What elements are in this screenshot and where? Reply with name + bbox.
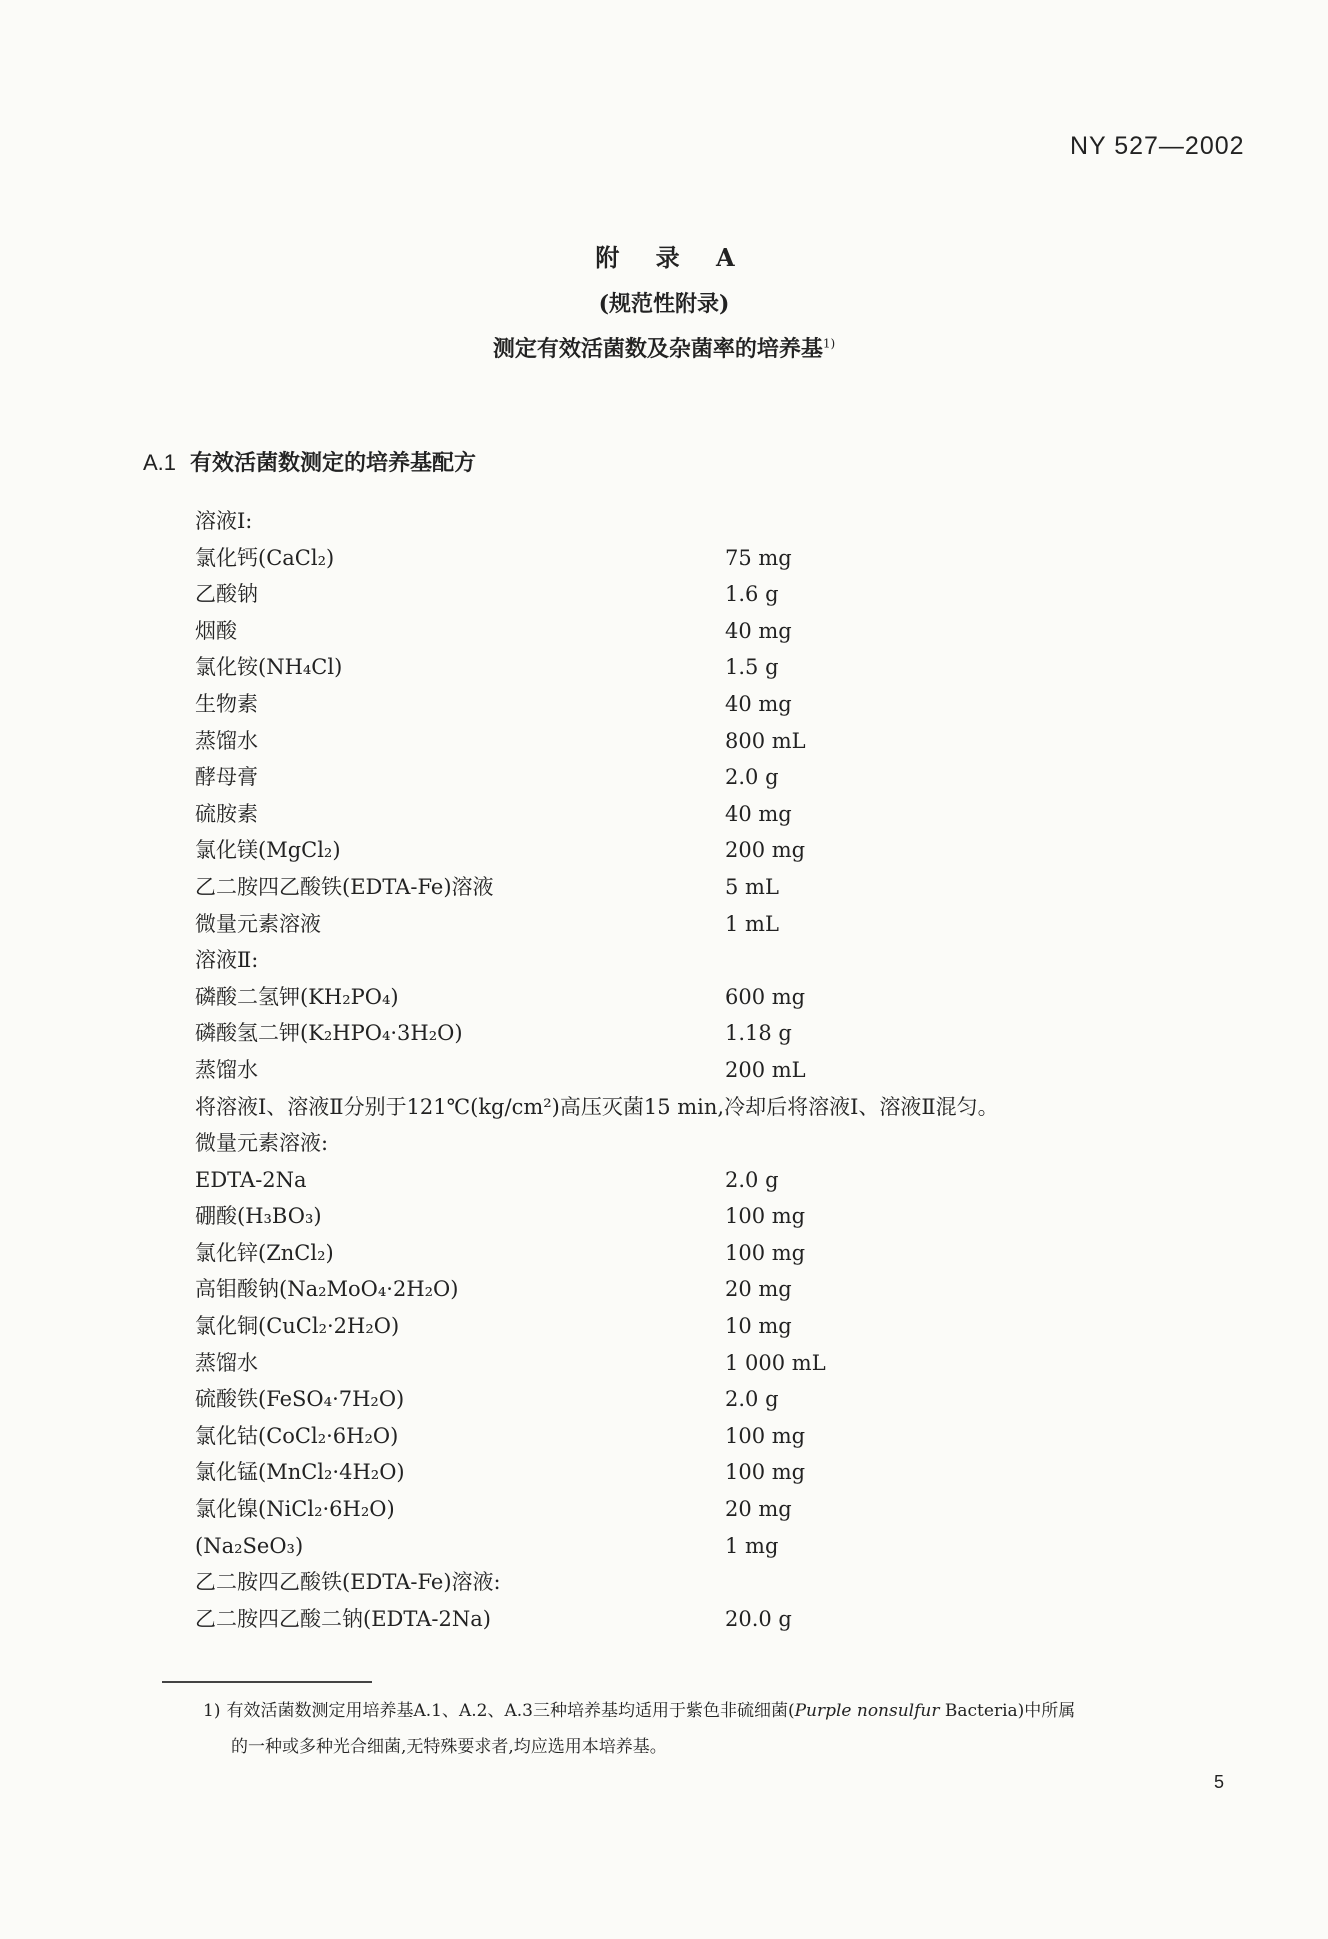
formula-row <box>195 869 1195 906</box>
appendix-heading-text: 测定有效活菌数及杂菌率的培养基 <box>492 336 823 362</box>
formula-row <box>195 1308 1195 1345</box>
formula-row <box>195 759 1195 796</box>
ingredient-name: 氯化钙(CaCl₂) <box>195 545 335 570</box>
formula-row <box>195 1601 1195 1638</box>
ingredient-name: EDTA-2Na <box>195 1167 307 1192</box>
appendix-subtitle: (规范性附录) <box>598 291 730 317</box>
standard-code: NY 527—2002 <box>1070 132 1245 160</box>
ingredient-amount: 40 mg <box>725 618 792 643</box>
formula-row <box>195 832 1195 869</box>
ingredient-name: 磷酸氢二钾(K₂HPO₄·3H₂O) <box>195 1021 463 1046</box>
formula-row <box>195 1271 1195 1308</box>
ingredient-name: 微量元素溶液: <box>195 1131 329 1156</box>
formula-row <box>195 979 1195 1016</box>
ingredient-amount: 20 mg <box>725 1277 792 1302</box>
formula-row <box>195 1564 1195 1601</box>
ingredient-amount: 100 mg <box>725 1204 806 1229</box>
ingredient-name: 蒸馏水 <box>195 728 258 753</box>
ingredient-name: 将溶液Ⅰ、溶液Ⅱ分别于121℃(kg/cm²)高压灭菌15 min,冷却后将溶液Ⅰ、溶液Ⅱ混匀。 <box>195 1094 999 1119</box>
ingredient-name: 氯化锰(MnCl₂·4H₂O) <box>195 1460 405 1485</box>
footnote-italic: Purple nonsulfur <box>794 1701 940 1721</box>
footnote <box>203 1693 1253 1765</box>
ingredient-amount: 1 mg <box>725 1533 779 1558</box>
ingredient-name: 烟酸 <box>195 618 237 643</box>
formula-row <box>195 649 1195 686</box>
appendix-title: 附 录 A <box>595 243 749 272</box>
ingredient-name: 酵母膏 <box>195 765 258 790</box>
ingredient-name: (Na₂SeO₃) <box>195 1533 304 1558</box>
formula-row <box>195 906 1195 943</box>
ingredient-name: 氯化镁(MgCl₂) <box>195 838 341 863</box>
formula-list <box>195 503 1195 1637</box>
ingredient-amount: 5 mL <box>725 874 779 899</box>
ingredient-name: 氯化铵(NH₄Cl) <box>195 655 343 680</box>
ingredient-name: 氯化铜(CuCl₂·2H₂O) <box>195 1314 400 1339</box>
formula-row <box>195 1381 1195 1418</box>
formula-row <box>195 1015 1195 1052</box>
ingredient-name: 溶液Ⅰ: <box>195 509 253 533</box>
section-number: A.1 <box>143 450 177 475</box>
ingredient-name: 氯化镍(NiCl₂·6H₂O) <box>195 1497 395 1522</box>
formula-row <box>195 686 1195 723</box>
ingredient-name: 蒸馏水 <box>195 1350 258 1375</box>
ingredient-amount: 200 mg <box>725 838 806 863</box>
ingredient-name: 氯化锌(ZnCl₂) <box>195 1240 334 1265</box>
formula-row <box>195 1052 1195 1089</box>
ingredient-amount: 100 mg <box>725 1240 806 1265</box>
ingredient-amount: 200 mL <box>725 1057 806 1082</box>
ingredient-name: 微量元素溶液 <box>195 911 321 936</box>
section-heading <box>143 446 476 477</box>
formula-row <box>195 540 1195 577</box>
appendix-title-block <box>0 238 1328 363</box>
ingredient-amount: 600 mg <box>725 984 806 1009</box>
ingredient-name: 乙二胺四乙酸二钠(EDTA-2Na) <box>195 1606 491 1631</box>
ingredient-amount: 2.0 g <box>725 1387 779 1412</box>
ingredient-amount: 2.0 g <box>725 1167 779 1192</box>
ingredient-name: 磷酸二氢钾(KH₂PO₄) <box>195 984 399 1009</box>
ingredient-amount: 1 000 mL <box>725 1350 826 1375</box>
ingredient-amount: 800 mL <box>725 728 806 753</box>
ingredient-amount: 100 mg <box>725 1423 806 1448</box>
ingredient-amount: 1.6 g <box>725 582 779 607</box>
ingredient-amount: 20 mg <box>725 1497 792 1522</box>
formula-row <box>195 1528 1195 1565</box>
formula-row <box>195 942 1195 979</box>
ingredient-name: 生物素 <box>195 691 258 716</box>
formula-row <box>195 1418 1195 1455</box>
ingredient-amount: 1.18 g <box>725 1021 792 1046</box>
formula-row <box>195 503 1195 540</box>
ingredient-name: 乙酸钠 <box>195 582 258 607</box>
formula-row <box>195 1345 1195 1382</box>
ingredient-name: 溶液Ⅱ: <box>195 948 259 973</box>
formula-row <box>195 576 1195 613</box>
ingredient-amount: 1 mL <box>725 911 779 936</box>
footnote-number: 1) <box>203 1701 221 1721</box>
ingredient-amount: 10 mg <box>725 1314 792 1339</box>
ingredient-amount: 40 mg <box>725 691 792 716</box>
formula-row <box>195 1491 1195 1528</box>
formula-row <box>195 1162 1195 1199</box>
ingredient-name: 硫酸铁(FeSO₄·7H₂O) <box>195 1387 405 1412</box>
ingredient-name: 氯化钴(CoCl₂·6H₂O) <box>195 1423 399 1448</box>
formula-row <box>195 613 1195 650</box>
ingredient-amount: 2.0 g <box>725 765 779 790</box>
formula-row <box>195 1235 1195 1272</box>
ingredient-amount: 1.5 g <box>725 655 779 680</box>
formula-row <box>195 1454 1195 1491</box>
ingredient-amount: 40 mg <box>725 801 792 826</box>
ingredient-amount: 75 mg <box>725 545 792 570</box>
ingredient-amount: 100 mg <box>725 1460 806 1485</box>
footnote-divider <box>162 1681 372 1683</box>
formula-row <box>195 1125 1195 1162</box>
footnote-text-2: Bacteria)中所属 <box>939 1701 1076 1721</box>
ingredient-name: 乙二胺四乙酸铁(EDTA-Fe)溶液: <box>195 1570 501 1595</box>
footnote-mark: 1) <box>822 336 836 351</box>
ingredient-name: 硫胺素 <box>195 801 258 826</box>
formula-row <box>195 796 1195 833</box>
formula-row <box>195 1089 1195 1126</box>
ingredient-amount: 20.0 g <box>725 1606 792 1631</box>
ingredient-name: 高钼酸钠(Na₂MoO₄·2H₂O) <box>195 1277 459 1302</box>
page-number: 5 <box>1214 1772 1225 1792</box>
appendix-heading <box>0 332 1328 363</box>
footnote-text-1: 有效活菌数测定用培养基A.1、A.2、A.3三种培养基均适用于紫色非硫细菌( <box>226 1701 795 1721</box>
footnote-line-2: 的一种或多种光合细菌,无特殊要求者,均应选用本培养基。 <box>231 1737 667 1757</box>
ingredient-name: 乙二胺四乙酸铁(EDTA-Fe)溶液 <box>195 874 494 899</box>
formula-row <box>195 723 1195 760</box>
section-title: 有效活菌数测定的培养基配方 <box>190 450 477 476</box>
formula-row <box>195 1198 1195 1235</box>
ingredient-name: 蒸馏水 <box>195 1057 258 1082</box>
ingredient-name: 硼酸(H₃BO₃) <box>195 1204 322 1229</box>
